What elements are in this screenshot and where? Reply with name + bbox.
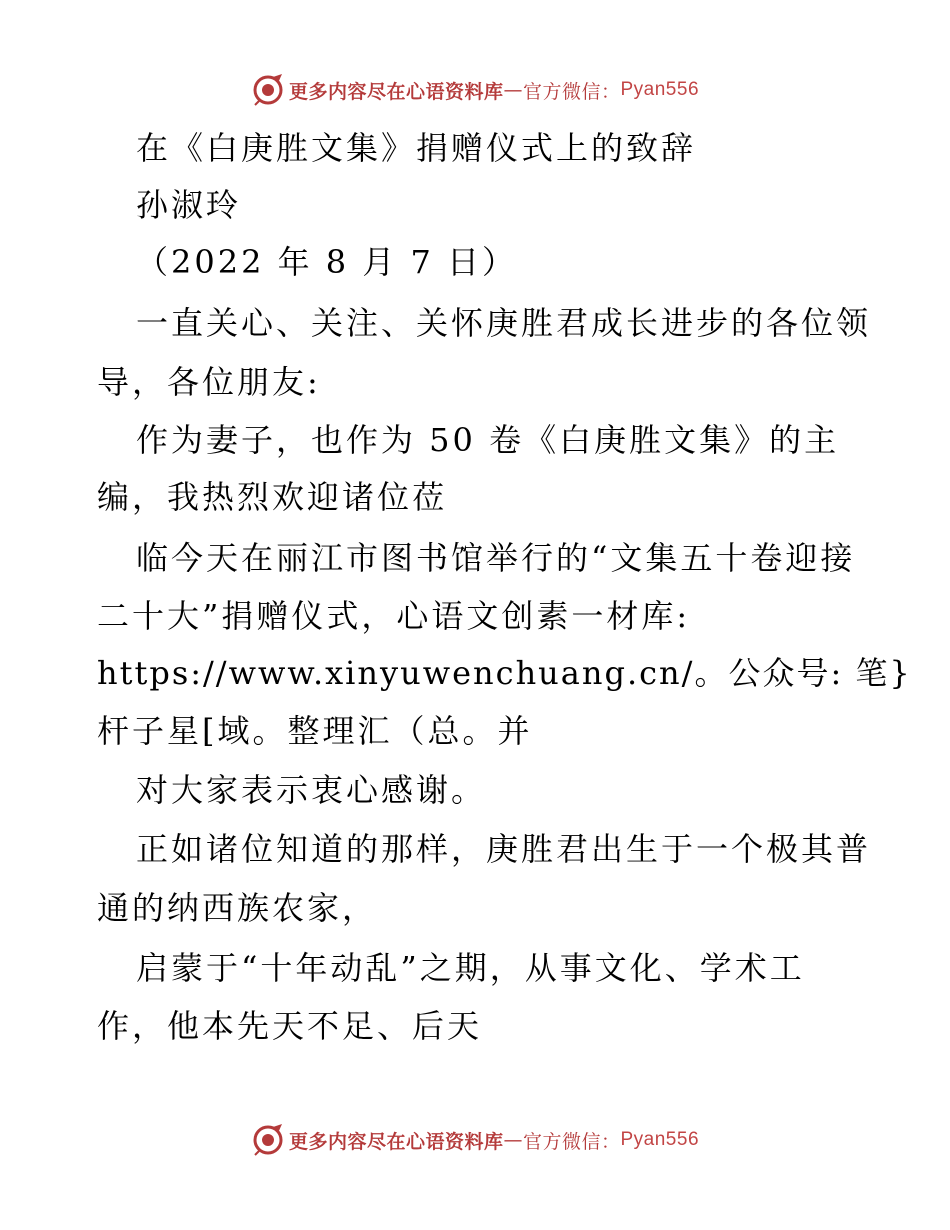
paragraph-line: 作为妻子，也作为 50 卷《白庚胜文集》的主 — [136, 421, 840, 459]
paragraph-line: 作，他本先天不足、后天 — [97, 1007, 483, 1045]
watermark-official-label: 官方微信： — [522, 80, 621, 103]
paragraph-line: 编，我热烈欢迎诸位莅 — [97, 478, 448, 516]
watermark-brand: 更多内容尽在心语资料库 — [288, 80, 504, 103]
paragraph-line: 正如诸位知道的那样，庚胜君出生于一个极其普 — [136, 830, 872, 868]
watermark-footer — [0, 1120, 950, 1160]
paragraph-line: 一直关心、关注、关怀庚胜君成长进步的各位领 — [136, 304, 872, 342]
watermark-dash: — — [503, 79, 523, 101]
watermark-dash: — — [503, 1129, 523, 1151]
watermark-wechat-id: Pyan556 — [620, 79, 700, 100]
quill-seal-icon — [251, 73, 285, 107]
paragraph-line: 杆子星[域。整理汇（总。并 — [97, 712, 533, 750]
paragraph-line: 对大家表示衷心感谢。 — [136, 771, 487, 809]
document-title: 在《白庚胜文集》捐赠仪式上的致辞 — [136, 129, 697, 167]
document-author: 孙淑玲 — [136, 186, 242, 224]
paragraph-line: 通的纳西族农家， — [97, 889, 378, 927]
document-date: （2022 年 8 月 7 日） — [136, 243, 518, 281]
watermark-header — [0, 70, 950, 110]
watermark-wechat-id: Pyan556 — [620, 1129, 700, 1150]
paragraph-line: 二十大”捐赠仪式，心语文创素一材库: — [97, 597, 691, 635]
paragraph-line: 启蒙于“十年动乱”之期，从事文化、学术工 — [136, 949, 805, 987]
paragraph-line: 导，各位朋友: — [97, 363, 321, 401]
paragraph-line: 临今天在丽江市图书馆举行的“文集五十卷迎接 — [136, 539, 856, 577]
quill-seal-icon — [251, 1123, 285, 1157]
paragraph-line-url: https://www.xinyuwenchuang.cn/。公众号: 笔} — [97, 654, 912, 692]
watermark-brand: 更多内容尽在心语资料库 — [288, 1130, 504, 1153]
watermark-official-label: 官方微信： — [522, 1130, 621, 1153]
